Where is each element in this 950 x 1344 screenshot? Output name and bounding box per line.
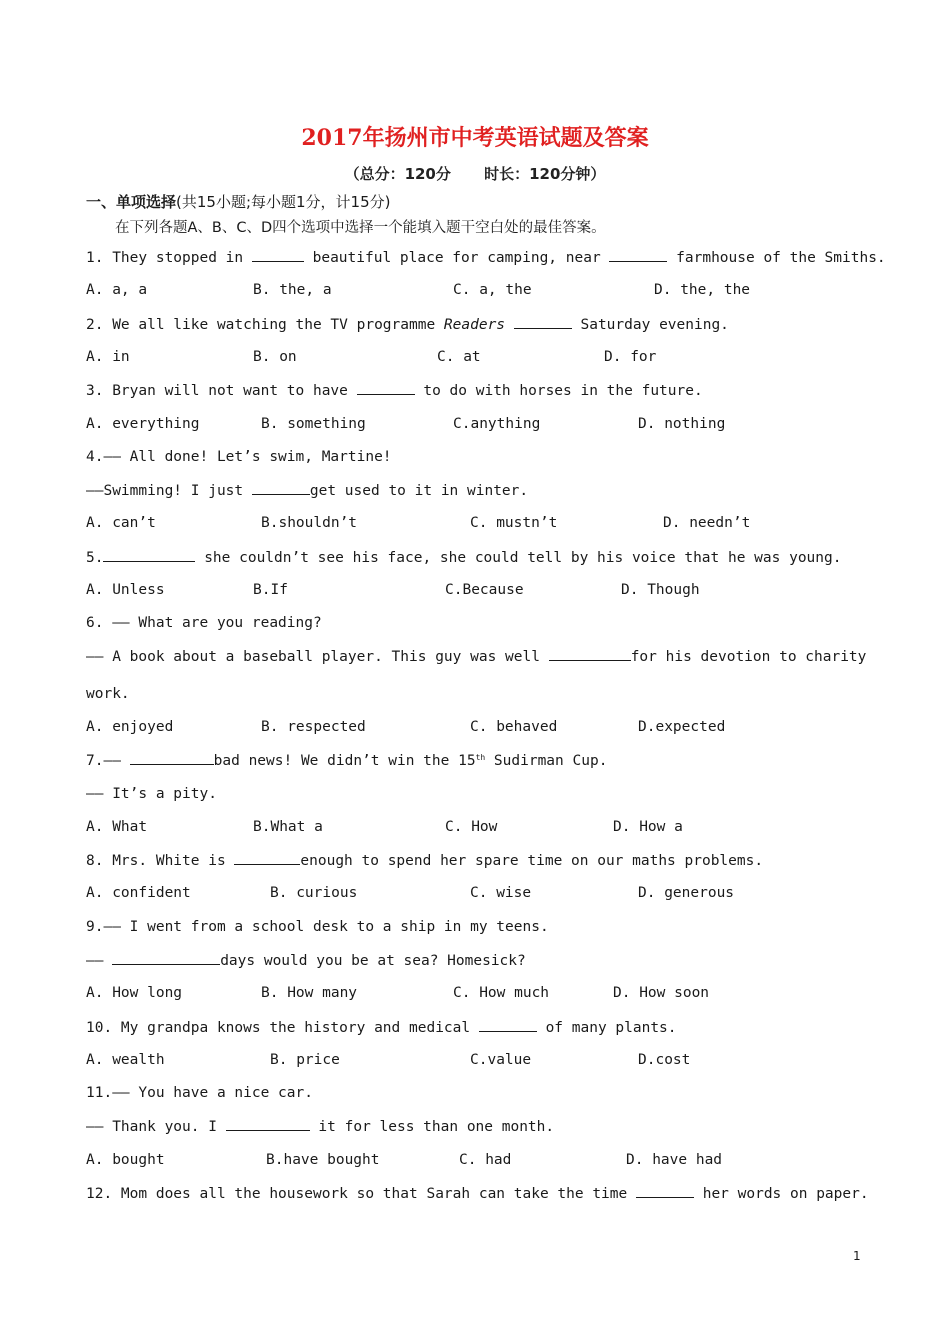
option: C. mustn’t — [470, 515, 558, 531]
option: A. confident — [86, 885, 191, 901]
option: A. everything — [86, 416, 200, 432]
option: D. needn’t — [663, 515, 751, 531]
option: C. How — [445, 819, 498, 835]
question-9: 9.—— I went from a school desk to a ship in my teens. — [86, 919, 549, 935]
option: B. respected — [261, 719, 366, 735]
option: C. at — [437, 349, 481, 365]
option: A. in — [86, 349, 130, 365]
question-6-cont: work. — [86, 686, 130, 702]
option: A. What — [86, 819, 148, 835]
question-8: 8. Mrs. White is enough to spend her spare time on our maths problems. — [86, 850, 763, 871]
section-instruction: 在下列各题A、B、C、D四个选项中选择一个能填入题干空白处的最佳答案。 — [115, 220, 606, 236]
option: A. wealth — [86, 1052, 165, 1068]
option: B. the, a — [253, 282, 332, 298]
duration: 时长：120分钟） — [484, 165, 606, 183]
question-7-reply: —— It’s a pity. — [86, 786, 217, 802]
question-11: 11.—— You have a nice car. — [86, 1085, 313, 1101]
question-4-reply: ——Swimming! I just get used to it in winter. — [86, 480, 528, 501]
option: A. Unless — [86, 582, 165, 598]
option: C. How much — [453, 985, 550, 1001]
option: C. had — [459, 1152, 512, 1168]
question-4: 4.—— All done! Let’s swim, Martine! — [86, 449, 392, 465]
page-title: 2017年扬州市中考英语试题及答案 — [301, 125, 649, 151]
option: A. can’t — [86, 515, 156, 531]
option: D. nothing — [638, 416, 726, 432]
option: B.If — [253, 582, 288, 598]
answer-blank — [479, 1017, 537, 1032]
section-heading: 一、单项选择(共15小题;每小题1分，计15分) — [86, 193, 391, 211]
option: B. price — [270, 1052, 340, 1068]
answer-blank — [234, 850, 300, 865]
option: C.Because — [445, 582, 524, 598]
option: D. have had — [626, 1152, 723, 1168]
option: B.have bought — [266, 1152, 380, 1168]
exam-meta — [0, 163, 950, 184]
answer-blank — [514, 314, 572, 329]
question-12: 12. Mom does all the housework so that Sarah can take the time her words on paper. — [86, 1183, 869, 1204]
option: D. for — [604, 349, 657, 365]
option: D.cost — [638, 1052, 691, 1068]
answer-blank — [549, 646, 631, 661]
option: B.What a — [253, 819, 323, 835]
option: A. How long — [86, 985, 183, 1001]
option: A. enjoyed — [86, 719, 174, 735]
option: C.anything — [453, 416, 541, 432]
option: D. How soon — [613, 985, 710, 1001]
question-2: 2. We all like watching the TV programme Readers Saturday evening. — [86, 314, 729, 335]
option: C. wise — [470, 885, 532, 901]
option: B. on — [253, 349, 297, 365]
option: C.value — [470, 1052, 532, 1068]
question-9-reply: —— days would you be at sea? Homesick? — [86, 950, 526, 971]
option: B. something — [261, 416, 366, 432]
answer-blank — [226, 1116, 310, 1131]
answer-blank — [112, 950, 220, 965]
question-1: 1. They stopped in beautiful place for camping, near farmhouse of the Smiths. — [86, 247, 886, 268]
option: B. How many — [261, 985, 358, 1001]
question-7: 7.—— bad news! We didn’t win the 15th Sudirman Cup. — [86, 750, 607, 771]
answer-blank — [609, 247, 667, 262]
question-11-reply: —— Thank you. I it for less than one month. — [86, 1116, 554, 1137]
question-10: 10. My grandpa knows the history and medical of many plants. — [86, 1017, 677, 1038]
option: A. bought — [86, 1152, 165, 1168]
option: A. a, a — [86, 282, 148, 298]
option: D. generous — [638, 885, 735, 901]
option: B. curious — [270, 885, 358, 901]
option: D. Though — [621, 582, 700, 598]
answer-blank — [130, 750, 214, 765]
option: C. a, the — [453, 282, 532, 298]
question-6: 6. —— What are you reading? — [86, 615, 322, 631]
answer-blank — [636, 1183, 694, 1198]
page-number: 1 — [853, 1249, 861, 1263]
option: D. How a — [613, 819, 683, 835]
option: D.expected — [638, 719, 726, 735]
option: C. behaved — [470, 719, 558, 735]
total-score: （总分：120分 — [344, 165, 451, 183]
option: D. the, the — [654, 282, 751, 298]
answer-blank — [357, 380, 415, 395]
question-3: 3. Bryan will not want to have to do with horses in the future. — [86, 380, 703, 401]
question-6-reply: —— A book about a baseball player. This guy was well for his devotion to charity — [86, 646, 866, 667]
answer-blank — [252, 247, 304, 262]
answer-blank — [103, 547, 195, 562]
option: B.shouldn’t — [261, 515, 358, 531]
question-5: 5. she couldn’t see his face, she could tell by his voice that he was young. — [86, 547, 841, 568]
answer-blank — [252, 480, 310, 495]
